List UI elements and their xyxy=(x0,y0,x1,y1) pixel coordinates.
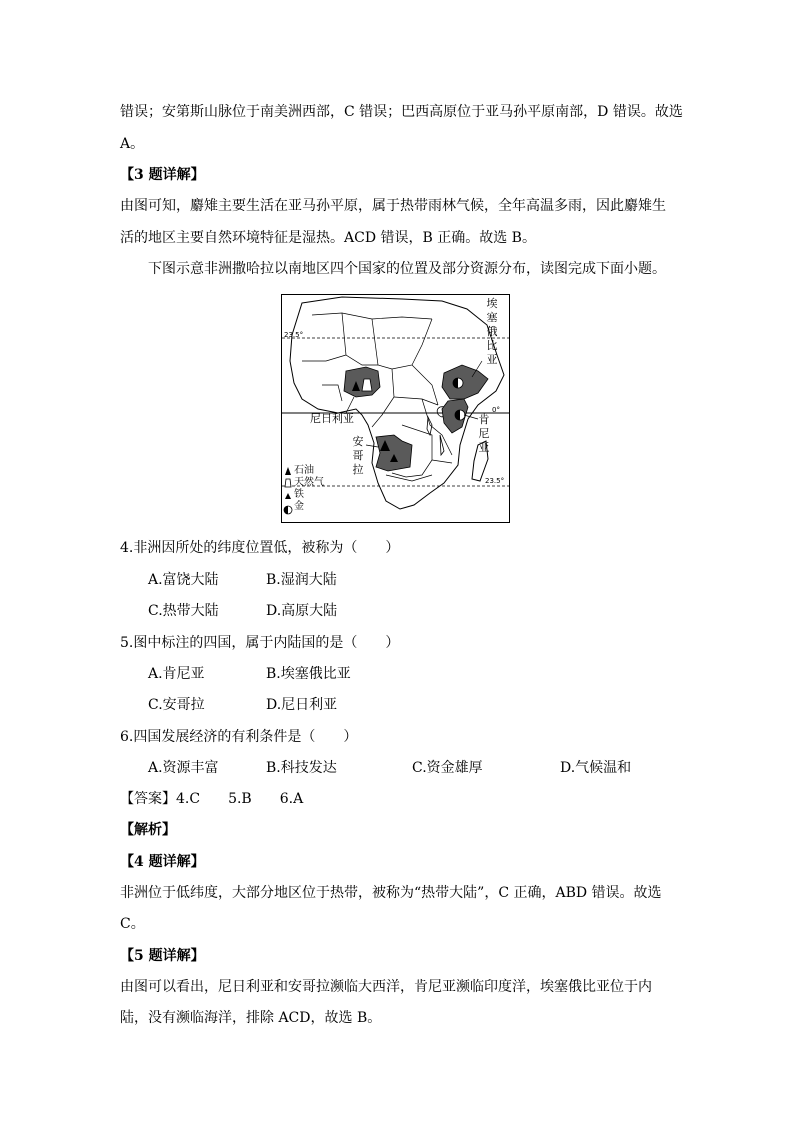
q6-option-a: A.资源丰富 xyxy=(148,760,219,776)
q4-option-a: A.富饶大陆 xyxy=(148,572,219,588)
q5-detail-line-1: 由图可以看出，尼日利亚和安哥拉濒临大西洋，肯尼亚濒临印度洋，埃塞俄比亚位于内 xyxy=(120,979,652,995)
q3-detail-heading: 【3 题详解】 xyxy=(120,167,205,183)
tropic-north-label: 23.5° xyxy=(284,331,304,339)
q4-stem: 4.非洲因所处的纬度位置低，被称为（ ） xyxy=(120,540,400,556)
q3-detail-line-1: 由图可知，麝雉主要生活在亚马孙平原，属于热带雨林气候，全年高温多雨，因此麝雉生 xyxy=(120,198,666,214)
prev-explanation-line-1: 错误；安第斯山脉位于南美洲西部，C 错误；巴西高原位于亚马孙平原南部，D 错误。故选 xyxy=(120,104,683,120)
q4-option-d: D.高原大陆 xyxy=(266,603,338,619)
q5-detail-line-2: 陆，没有濒临海洋，排除 ACD，故选 B。 xyxy=(120,1010,382,1026)
q5-option-c: C.安哥拉 xyxy=(148,697,205,713)
gas-symbol-nigeria xyxy=(362,379,372,391)
legend-gold-label: 金 xyxy=(294,501,304,512)
q4-detail-line-2: C。 xyxy=(120,916,145,932)
q4-option-c: C.热带大陆 xyxy=(148,603,219,619)
angola-leader xyxy=(366,445,378,447)
q4-detail-heading: 【4 题详解】 xyxy=(120,854,205,870)
q5-detail-heading: 【5 题详解】 xyxy=(120,948,205,964)
angola-label: 安哥拉 xyxy=(352,435,364,476)
q3-detail-line-2: 活的地区主要自然环境特征是湿热。ACD 错误，B 正确。故选 B。 xyxy=(120,230,536,246)
q6-option-c: C.资金雄厚 xyxy=(412,760,483,776)
legend-iron-symbol xyxy=(285,493,291,499)
q5-option-d: D.尼日利亚 xyxy=(266,697,338,713)
legend-gas-label: 天然气 xyxy=(294,477,324,488)
q5-option-b: B.埃塞俄比亚 xyxy=(266,666,351,682)
analysis-heading: 【解析】 xyxy=(120,822,176,838)
equator-label: 0° xyxy=(492,406,500,414)
q5-stem: 5.图中标注的四国，属于内陆国的是（ ） xyxy=(120,635,400,651)
q6-stem: 6.四国发展经济的有利条件是（ ） xyxy=(120,729,358,745)
legend-gold-symbol xyxy=(284,506,292,514)
nigeria-shape xyxy=(344,367,380,397)
prev-explanation-line-2: A。 xyxy=(120,136,145,152)
q5-option-a: A.肯尼亚 xyxy=(148,666,205,682)
africa-map-figure xyxy=(281,294,510,523)
tropic-south-label: 23.5° xyxy=(485,477,505,485)
q6-option-b: B.科技发达 xyxy=(266,760,337,776)
legend-oil-symbol xyxy=(285,467,291,475)
gold-symbol-ethiopia xyxy=(453,378,463,388)
gold-symbol-kenya xyxy=(455,410,465,420)
legend-oil-label: 石油 xyxy=(294,465,314,476)
ethiopia-label: 埃塞俄比亚 xyxy=(486,297,498,366)
nigeria-label: 尼日利亚 xyxy=(310,412,354,425)
ethiopia-shape xyxy=(442,365,488,399)
answer-line: 【答案】4.C 5.B 6.A xyxy=(120,791,304,807)
q4-option-b: B.湿润大陆 xyxy=(266,572,337,588)
q6-option-d: D.气候温和 xyxy=(560,760,632,776)
legend-iron-label: 铁 xyxy=(294,489,304,500)
angola-shape xyxy=(376,435,412,471)
kenya-label: 肯尼亚 xyxy=(478,413,490,454)
legend-gas-symbol xyxy=(285,479,291,487)
question-intro: 下图示意非洲撒哈拉以南地区四个国家的位置及部分资源分布，读图完成下面小题。 xyxy=(148,261,666,277)
q4-detail-line-1: 非洲位于低纬度，大部分地区位于热带，被称为“热带大陆”，C 正确，ABD 错误。故选 xyxy=(120,885,662,901)
